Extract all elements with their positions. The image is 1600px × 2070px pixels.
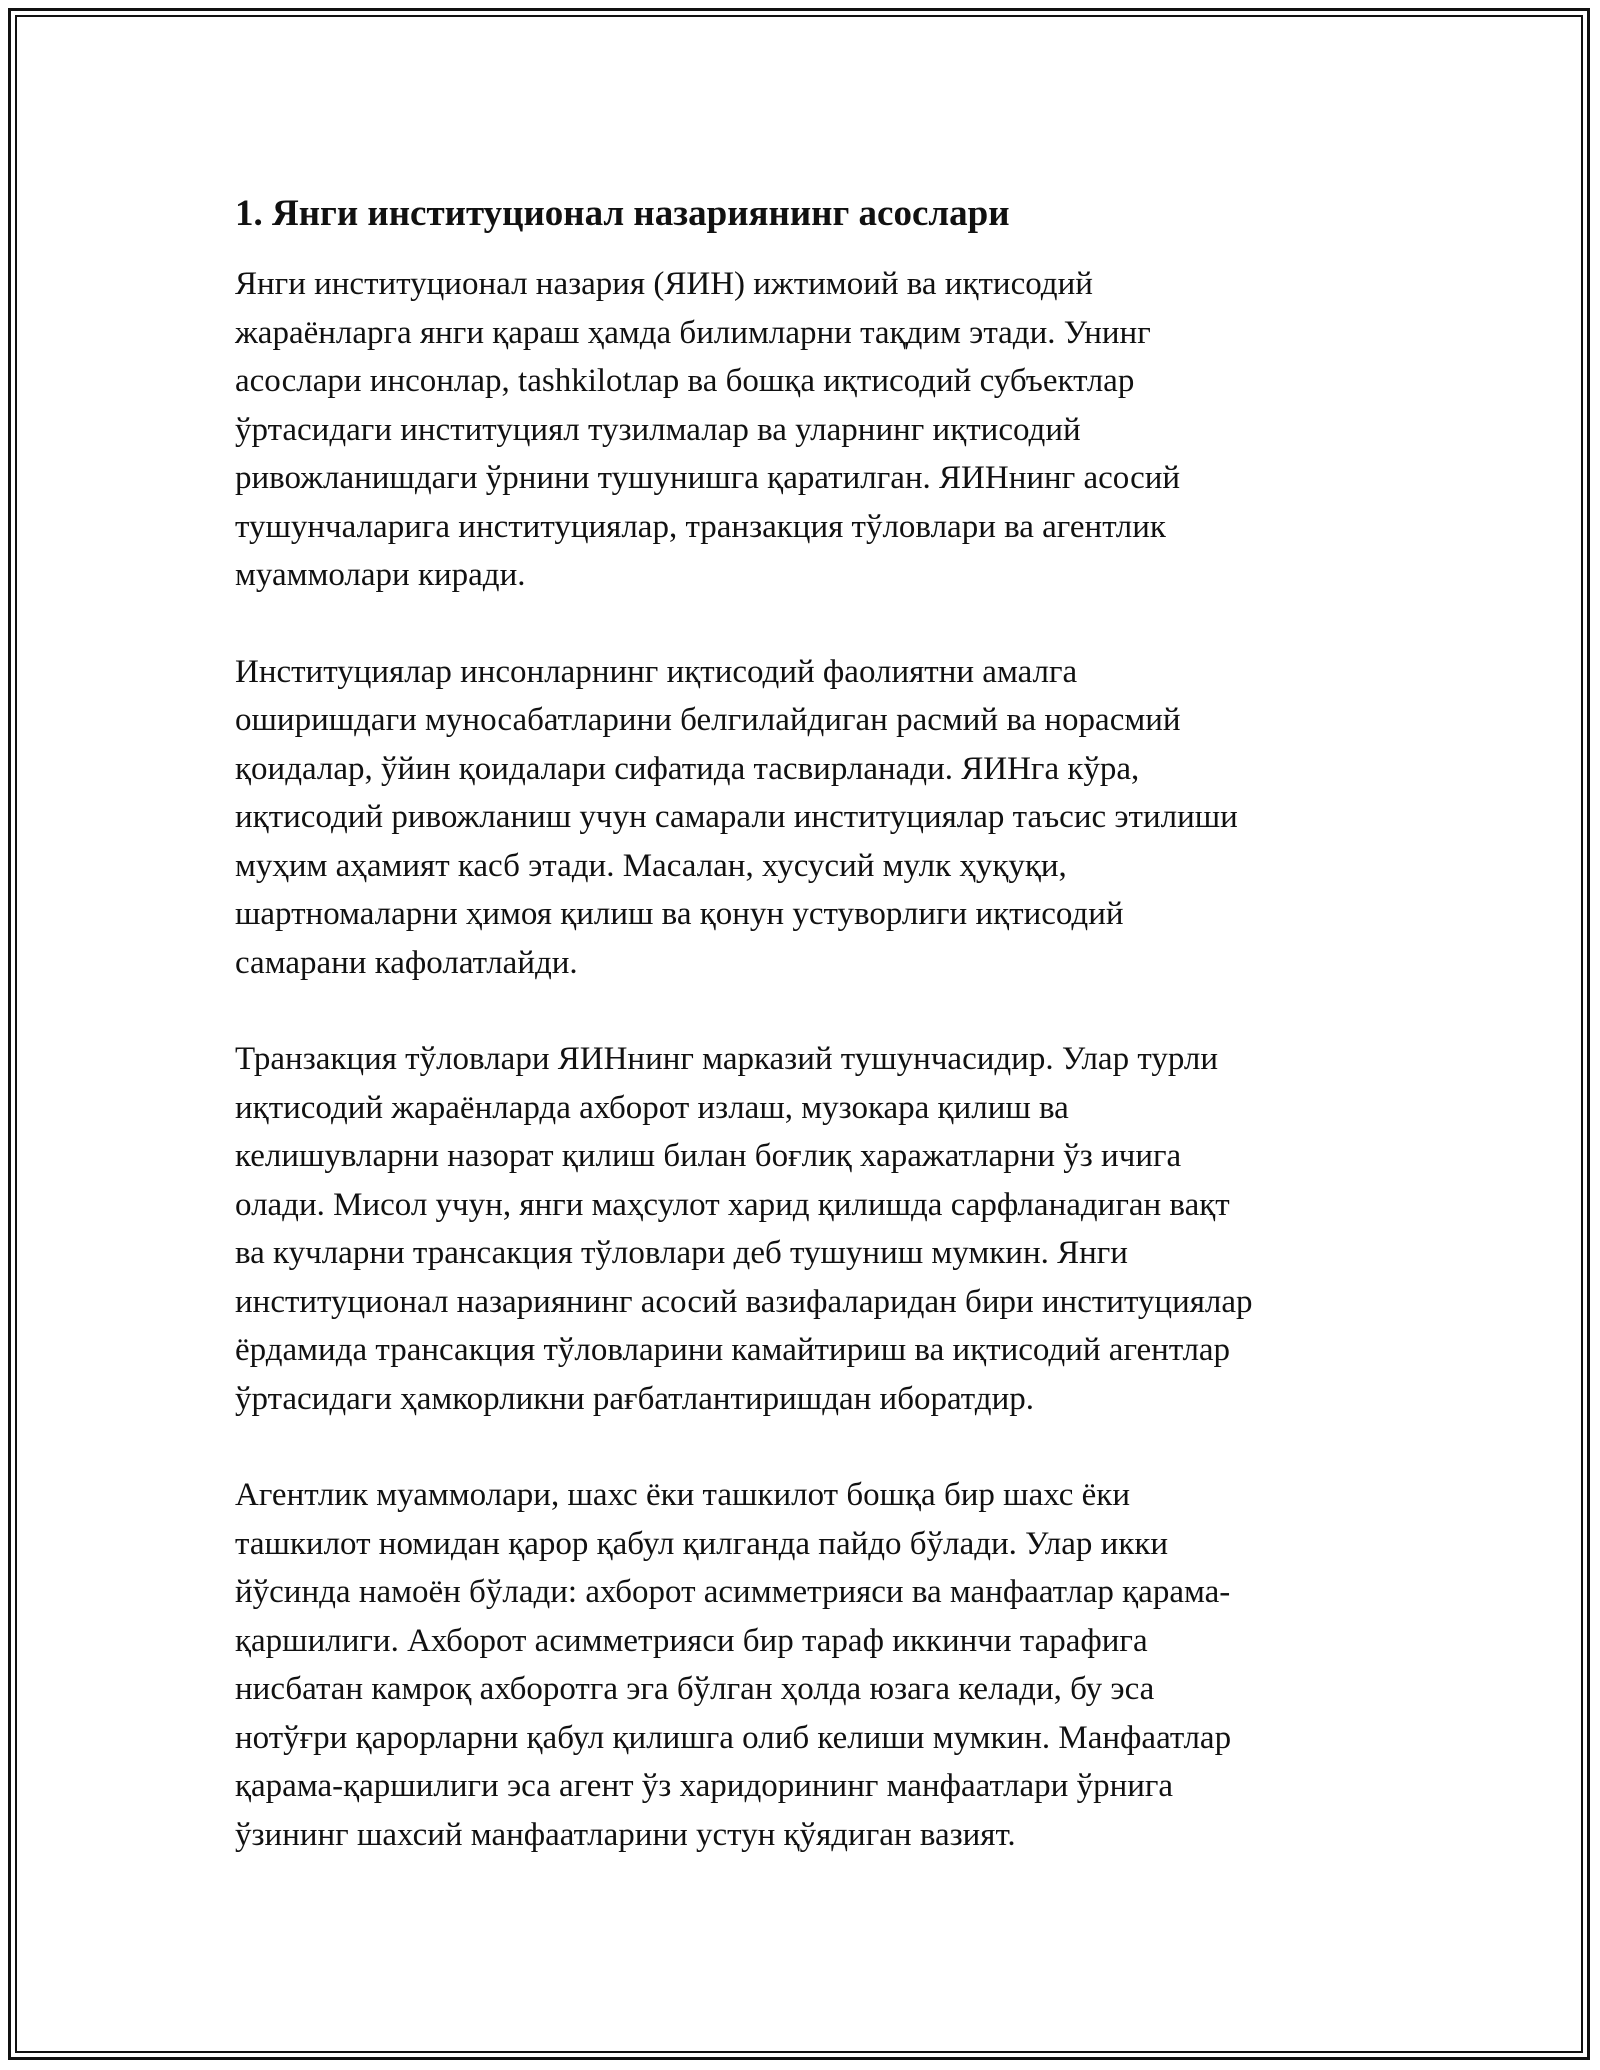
paragraph-institutions: Институциялар инсонларнинг иқтисодий фаолиятни амалга оширишдаги муносабатларини белгилайдиган расмий ва норасмий қоидалар, ўйин қоидалари сифатида тасвирланади. ЯИНга кўра, иқтисодий ривожланиш учун самарали институциялар таъсис этилиши муҳим аҳамият касб этади. Масалан, хусусий мулк ҳуқуқи, шартномаларни ҳимоя қилиш ва қонун устуворлиги иқтисодий самарани кафолатлайди. [235, 653, 1238, 981]
section-heading: 1. Янги институционал назариянинг асослари [235, 193, 1010, 234]
paragraph-transaction-costs: Транзакция тўловлари ЯИНнинг марказий тушунчасидир. Улар турли иқтисодий жараёнларда ахборот излаш, музокара қилиш ва келишувларни назорат қилиш билан боғлиқ харажатларни ўз ичига олади. Мисол учун, янги маҳсулот харид қилишда сарфланадиган вақт ва кучларни трансакция тўловлари деб тушуниш мумкин. Янги институционал назариянинг асосий вазифаларидан бири институциялар ёрдамида трансакция тўловларини камайтириш ва иқтисодий агентлар ўртасидаги ҳамкорликни рағбатлантиришдан иборатдир. [235, 1041, 1253, 1417]
paragraph-agency-problems: Агентлик муаммолари, шахс ёки ташкилот бошқа бир шахс ёки ташкилот номидан қарор қабул қилганда пайдо бўлади. Улар икки йўсинда намоён бўлади: ахборот асимметрияси ва манфаатлар қарама- қаршилиги. Ахборот асимметрияси бир тараф иккинчи тарафига нисбатан камроқ ахборотга эга бўлган ҳолда юзага келади, бу эса нотўғри қарорларни қабул қилишга олиб келиши мумкин. Манфаатлар қарама-қаршилиги эса агент ўз харидорининг манфаатлари ўрнига ўзининг шахсий манфаатларини устун қўядиган вазият. [235, 1477, 1232, 1853]
document-body [235, 190, 1385, 1859]
paragraph-intro: Янги институционал назария (ЯИН) ижтимоий ва иқтисодий жараёнларга янги қараш ҳамда билимларни тақдим этади. Унинг асослари инсонлар, tashkilotлар ва бошқа иқтисодий субъектлар ўртасидаги институциял тузилмалар ва уларнинг иқтисодий ривожланишдаги ўрнини тушунишга қаратилган. ЯИНнинг асосий тушунчаларига институциялар, транзакция тўловлари ва агентлик муаммолари киради. [235, 266, 1181, 593]
